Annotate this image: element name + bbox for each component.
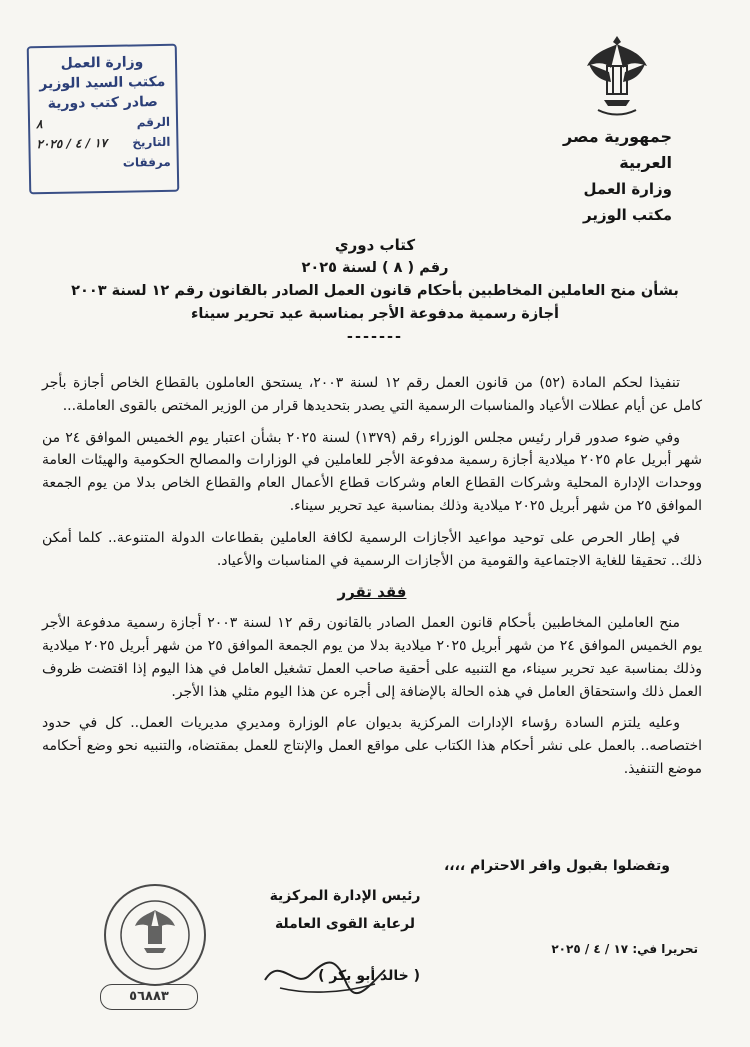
stamp-ministry: وزارة العمل (60, 54, 144, 72)
ministry-header (542, 124, 672, 228)
office-name: مكتب الوزير (582, 206, 672, 224)
document-subject-line-1: بشأن منح العاملين المخاطبين بأحكام قانون العمل الصادر بالقانون رقم ١٢ لسنة ٢٠٠٣ (71, 283, 679, 299)
document-type: كتاب دوري (334, 236, 416, 254)
signatory-title-2: لرعاية القوى العاملة (274, 916, 416, 932)
document-titles (60, 234, 690, 349)
stamp-office: مكتب السيد الوزير (39, 73, 166, 93)
stamp-attachments-label: مرفقات (122, 154, 171, 170)
decision-heading: فقد تقرر (337, 583, 407, 602)
signature-block (240, 882, 450, 938)
stamp-date-value: ١٧ / ٤ / ٢٠٢٥ (36, 135, 108, 152)
stamp-date-row (36, 132, 170, 154)
egypt-eagle-emblem-icon (584, 30, 650, 122)
document-subject-line-2: أجازة رسمية مدفوعة الأجر بمناسبة عيد تحرير سيناء (190, 306, 560, 322)
paragraph-4: منح العاملين المخاطبين بأحكام قانون العمل الصادر بالقانون رقم ١٢ لسنة ٢٠٠٣ أجازة رسمية مدفوعة الأجر يوم الخميس الموافق ٢٤ من شهر أبريل ٢٠٢٥ ميلادية بدلا من يوم الجمعة الموافق ٢٥ من شهر أبريل ٢٠٢٥ ميلادية وذلك بمناسبة عيد تحرير سيناء، مع التنبيه على أحقية صاحب العمل تشغيل العامل في هذا اليوم إذا اقتضت ظروف العمل ذلك واستحقاق العامل في هذه الحالة بالإضافة إلى أجره عن هذا اليوم مثلي هذا الأجر. (42, 615, 702, 700)
written-date: تحريرا في: ١٧ / ٤ / ٢٠٢٥ (551, 942, 698, 956)
incoming-stamp (27, 44, 180, 195)
official-round-seal-icon (100, 880, 210, 990)
stamp-number-value: ٨ (35, 117, 43, 132)
signatory-name: ( خالد أبو بكر ) (318, 968, 420, 984)
stamp-date-label: التاريخ (132, 134, 171, 150)
title-separator: ------- (346, 329, 404, 345)
stamp-issued: صادر كتب دورية (47, 94, 158, 112)
paragraph-3: في إطار الحرص على توحيد مواعيد الأجازات الرسمية لكافة العاملين بقطاعات الدولة المتنوعة.. كلما أمكن ذلك.. تحقيقا للغاية الاجتماعية والقومية من الأجازات الرسمية في المناسبات والأعياد. (42, 529, 702, 569)
paragraph-5: وعليه يلتزم السادة رؤساء الإدارات المركزية بديوان عام الوزارة ومديري مديريات العمل.. كل في حدود اختصاصه.. بالعمل على نشر أحكام هذا الكتاب على مواقع العمل والإنتاج للعمل بمقتضاه، والتنبيه نحو وضع أحكامه موضع التنفيذ. (42, 715, 702, 777)
stamp-number-label: الرقم (136, 114, 171, 130)
republic-name: جمهورية مصر العربية (563, 127, 672, 172)
paragraph-2: وفي ضوء صدور قرار رئيس مجلس الوزراء رقم (١٣٧٩) لسنة ٢٠٢٥ بشأن اعتبار يوم الخميس الموافق ٢٤ من شهر أبريل عام ٢٠٢٥ ميلادية أجازة رسمية مدفوعة الأجر للعاملين في الوزارات والمصالح الحكومية والهيئات العامة ووحدات الإدارة المحلية وشركات القطاع العام وشركات قطاع الأعمال العام والقطاع الخاص بدلا من يوم الجمعة الموافق ٢٥ من شهر أبريل ٢٠٢٥ ميلادية وذلك بمناسبة عيد تحرير سيناء. (42, 429, 702, 514)
stamp-number-row (36, 112, 170, 134)
stamp-attachments-row (37, 152, 171, 174)
ministry-name: وزارة العمل (583, 180, 672, 198)
paragraph-1: تنفيذا لحكم المادة (٥٢) من قانون العمل رقم ١٢ لسنة ٢٠٠٣، يستحق العاملون بالقطاع الخاص أجازة بأجر كامل عن أيام عطلات الأعياد والمناسبات الرسمية التي يصدر بتحديدها قرار من الوزير المختص بالقوى العاملة... (42, 375, 702, 414)
signatory-title-1: رئيس الإدارة المركزية (269, 888, 421, 904)
document-number: رقم ( ٨ ) لسنة ٢٠٢٥ (301, 260, 449, 276)
closing-salutation: وتفضلوا بقبول وافر الاحترام ،،،، (443, 858, 670, 874)
document-body (42, 372, 702, 790)
seal-serial-number: ٥٦٨٨٣ (100, 984, 198, 1010)
